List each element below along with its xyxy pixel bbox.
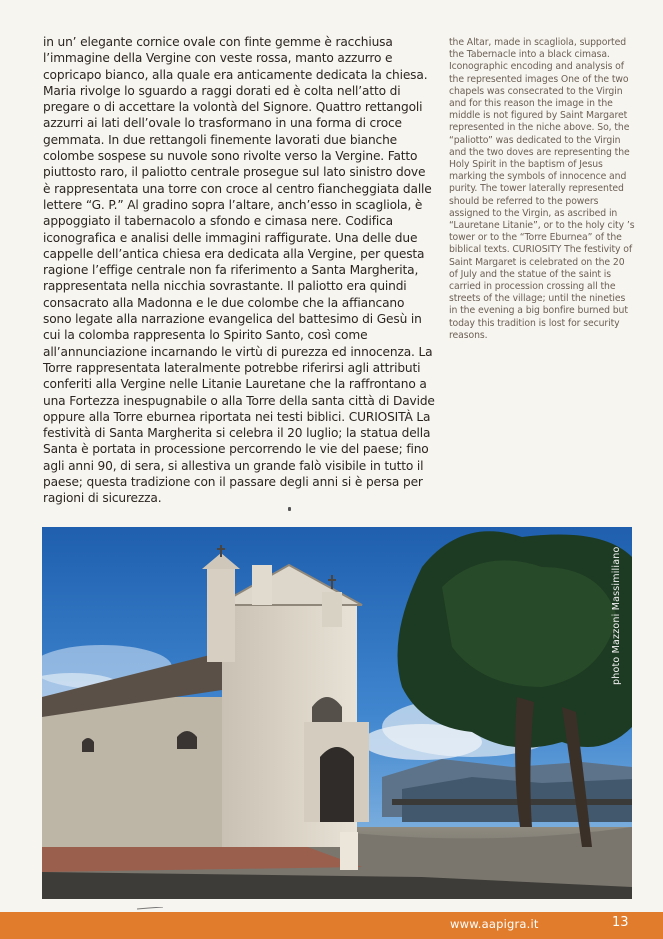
church-photo [42, 527, 632, 899]
english-text-column: the Altar, made in scagliola, supported the Tabernacle into a black cimasa. Iconographic encoding and analysis of the represented images One of the two chapels was consecrated to the Virgin and for this reason the image in the middle is not figured by Saint Margaret represented in the niche above. So, the “paliotto” was dedicated to the Virgin and the two doves are representing the Holy Spirit in the baptism of Jesus marking the symbols of innocence and purity. The tower laterally represented should be referred to the powers assigned to the Virgin, as ascribed in “Lauretane Litanie”, or to the holy city ’s tower or to the “Torre Eburnea” of the biblical texts. CURIOSITY The festivity of Saint Margaret is celebrated on the 20 of July and the statue of the saint is carried in procession crossing all the streets of the village; until the nineties in the evening a big bonfire burned but today this tradition is lost for security reasons. [449, 37, 635, 341]
footer-website-url: www.aapigra.it [450, 917, 539, 931]
italian-text-column: in un’ elegante cornice ovale con finte gemme è racchiusa l’immagine della Vergine con veste rossa, manto azzurro e copricapo bianco, alla quale era anticamente dedicata la chiesa. Maria rivolge lo sguardo a raggi dorati ed è colta nell’atto di pregare o di accettare la volontà del Signore. Quattro rettangoli azzurri ai lati dell’ovale lo trasformano in una forma di croce gemmata. In due rettangoli finemente lavorati due bianche colombe sospese su nuvole sono rivolte verso la Vergine. Fatto piuttosto raro, il paliotto centrale prosegue sul lato sinistro dove è rappresentata una torre con croce al centro fiancheggiata dalle lettere “G. P.” Al gradino sopra l’altare, anch’esso in scagliola, è appoggiato il tabernacolo a sfondo e cimasa nere. Codifica iconografica e analisi delle immagini raffigurate. Una delle due cappelle dell’antica chiesa era dedicata alla Vergine, per questa ragione l’effige centrale non fa riferimento a Santa Margherita, rappresentata nella nicchia sovrastante. Il paliotto era quindi consacrato alla Madonna e le due colombe che la affiancano sono legate alla narrazione evangelica del battesimo di Gesù in cui la colomba rappresenta lo Spirito Santo, così come all’annunciazione incarnando le virtù di purezza ed innocenza. La Torre rappresentata lateralmente potrebbe riferirsi agli attributi conferiti alla Vergine nelle Litanie Lauretane che la raffrontano a una Fortezza inespugnabile o alla Torre della santa città di Davide oppure alla Torre eburnea riportata nei testi biblici. CURIOSITÀ La festività di Santa Margherita si celebra il 20 luglio; la statua della Santa è portata in processione percorrendo le vie del paese; fino agli anni 90, di sera, si allestiva un grande falò visibile in tutto il paese; questa tradizione con il passare degli anni si è persa per ragioni di sicurezza. [43, 35, 435, 506]
photo-credit: photo Mazzoni Massimiliano [611, 546, 622, 685]
footer-bar [0, 912, 663, 939]
print-dot-mark [288, 507, 291, 511]
page-number: 13 [612, 915, 629, 930]
scan-artifact-mark [137, 907, 163, 910]
